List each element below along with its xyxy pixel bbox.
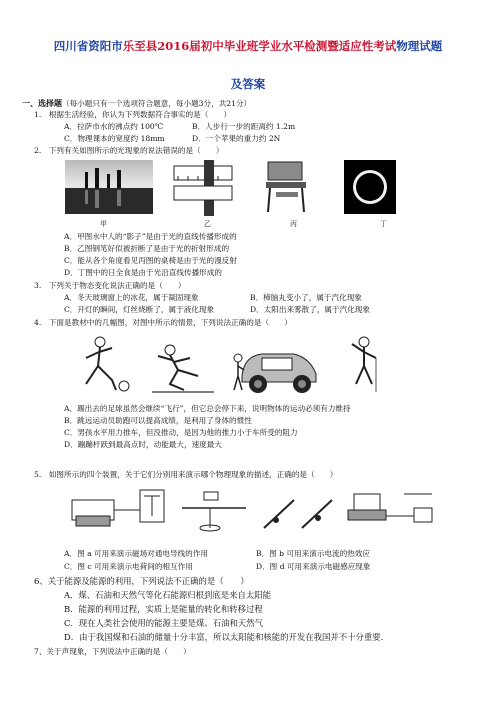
q5-option-d: D．图 d 可用来演示电磁感应现象 <box>256 562 371 571</box>
q4-image-car <box>232 336 322 398</box>
question-6: 6、关于能源及能源的利用，下列说法不正确的是（ ） <box>34 576 249 586</box>
q4-option-b: B．跳远运动员助跑可以提高成绩，是利用了身体的惯性 <box>64 416 252 425</box>
title-part3: 物理试题 <box>396 39 443 53</box>
question-4: 4. 下面是教材中的几幅图，对图中所示的情景，下列说法正确的是（ ） <box>34 318 292 327</box>
q1-option-d: D．一个苹果的重力约 2N <box>192 134 281 143</box>
document-title-line2: 及答案 <box>230 77 266 91</box>
question-3: 3. 下列关于物态变化说法正确的是（ ） <box>34 281 186 290</box>
q5-image-d <box>344 486 436 538</box>
q4-option-a: A．踢出去的足球虽然会继续“飞行”，但它总会停下来，说明物体的运动必须有力维持 <box>64 404 351 413</box>
q2-image-bing <box>262 158 310 214</box>
q3-option-b: B．樟脑丸变小了，属于汽化现象 <box>250 293 362 302</box>
q5-image-b <box>174 488 254 534</box>
q4-image-climber <box>342 334 396 396</box>
q2-image-yi <box>172 160 234 216</box>
q1-option-c: C．物理课本的宽度约 18mm <box>64 134 165 143</box>
caption-bing: 丙 <box>290 220 297 228</box>
caption-jia: 甲 <box>100 220 107 228</box>
q5-image-c <box>258 488 340 536</box>
q4-option-d: D．蹦蹦杆跃到最高点时，动能最大，速度最大 <box>64 440 222 449</box>
caption-ding: 丁 <box>380 220 387 228</box>
title-part2: 乐至县2016届初中毕业班学业水平检测暨适应性考试 <box>122 39 397 53</box>
q6-option-c: C．现在人类社会使用的能源主要是煤、石油和天然气 <box>64 618 264 628</box>
question-1: 1. 根据生活经验，你认为下列数据符合事实的是（ ） <box>34 110 232 119</box>
q3-option-a: A．冬天玻璃窗上的冰花，属于凝固现象 <box>64 293 199 302</box>
q5-option-c: C．图 c 可用来演示电荷间的相互作用 <box>64 562 193 571</box>
q5-image-a <box>70 486 168 538</box>
q4-option-c: C．男孩水平用力推车，但没推动，是因为他的推力小于车所受的阻力 <box>64 428 298 437</box>
title-part1: 四川省资阳市 <box>53 39 123 53</box>
q2-image-ding <box>344 160 396 214</box>
caption-yi: 乙 <box>204 220 211 228</box>
q2-option-c: C．能从各个角度看见丙图的桌椅是由于光的漫反射 <box>64 256 237 265</box>
q3-option-d: D．太阳出来雾散了，属于汽化现象 <box>250 305 370 314</box>
q1-option-a: A．拉萨市水的沸点约 100℃ <box>64 122 164 131</box>
question-7: 7、关于声现象，下列说法中正确的是（ ） <box>34 647 191 656</box>
question-5: 5. 如图所示的四个装置，关于它们分别用来演示哪个物理现象的描述，正确的是（ ） <box>34 470 338 479</box>
q2-image-jia <box>65 160 153 214</box>
q6-option-a: A．煤、石油和天然气等化石能源归根到底是来自太阳能 <box>64 590 272 600</box>
q2-option-b: B．乙图钢笔好似被折断了是由于光的折射形成的 <box>64 244 230 253</box>
q6-option-d: D．由于我国煤和石油的储量十分丰富，所以太阳能和核能的开发在我国并不十分重要. <box>64 632 384 642</box>
q3-option-c: C．开灯的瞬间，灯丝烧断了，属于液化现象 <box>64 305 215 314</box>
q1-option-b: B．人步行一步的距离约 1.2m <box>192 122 296 131</box>
q5-option-b: B．图 b 可用来演示电流的热效应 <box>256 549 370 558</box>
q4-image-longjump <box>150 340 216 396</box>
section-note: （每小题只有一个选项符合题意，每小题3分，共21分） <box>62 99 252 108</box>
q2-option-a: A．甲图水中人的“影子”是由于光的直线传播形成的 <box>64 232 237 241</box>
q6-option-b: B．能源的利用过程，实质上是能量的转化和转移过程 <box>64 604 263 614</box>
section-heading-text: 一、选择题 <box>22 98 62 108</box>
question-2: 2. 下列有关如图所示的光现象的说法错误的是（ ） <box>34 146 224 155</box>
document-title <box>22 39 474 54</box>
q2-option-d: D．丁图中的日全食是由于光沿直线传播形成的 <box>64 268 222 277</box>
q5-option-a: A．图 a 可用来演示磁场对通电导线的作用 <box>64 549 208 558</box>
section-heading <box>22 98 251 109</box>
q4-image-soccer <box>72 334 136 396</box>
